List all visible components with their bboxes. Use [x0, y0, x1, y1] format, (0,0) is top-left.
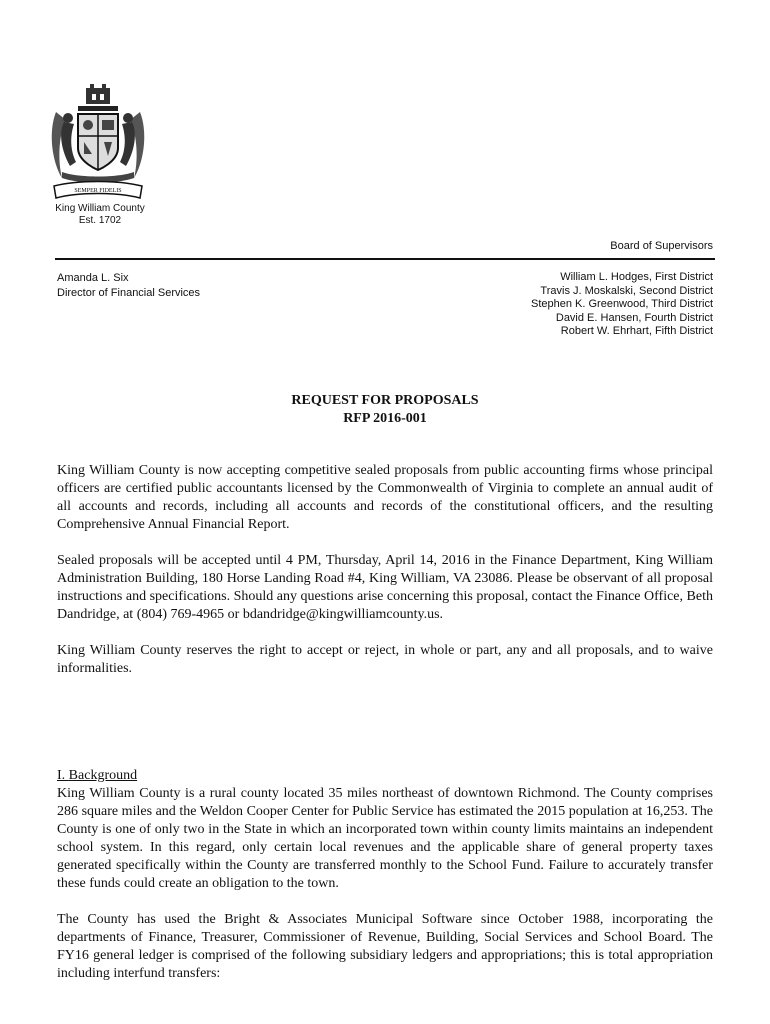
seal-caption	[40, 203, 160, 227]
supervisor-fourth-district: David E. Hansen, Fourth District	[555, 311, 713, 324]
background-heading-number: I.	[57, 768, 69, 783]
background-heading	[57, 767, 713, 785]
county-seal-icon	[48, 82, 148, 204]
intro-paragraph: King William County is now accepting competitive sealed proposals from public accounting firms whose principal officers are certified public accountants licensed by the Commonwealth of Virginia to complete an annual audit of all accounts and records, including all accounts and records of the constitutional officers, and the resulting Comprehensive Annual Financial Report.	[57, 463, 713, 532]
deadline-paragraph: Sealed proposals will be accepted until 4 PM, Thursday, April 14, 2016 in the Finance Department, King William Administration Building, 180 Horse Landing Road #4, King William, VA 23086. Please be observant of all proposal instructions and specifications. Should any questions arise concerning this proposal, contact the Finance Office, Beth Dandridge, at (804) 769-4965 or bdandridge@kingwilliamcounty.us.	[57, 553, 713, 622]
rfp-heading	[0, 392, 770, 428]
seal-caption-county: King William County	[55, 203, 145, 214]
supervisor-fifth-district: Robert W. Ehrhart, Fifth District	[560, 325, 713, 337]
supervisor-first-district: William L. Hodges, First District	[560, 271, 713, 283]
reserves-paragraph: King William County reserves the right to accept or reject, in whole or part, any and all proposals, and to waive informalities.	[57, 643, 713, 676]
supervisor-third-district: Stephen K. Greenwood, Third District	[531, 298, 713, 310]
rfp-number: RFP 2016-001	[343, 411, 427, 426]
header-divider	[55, 258, 715, 260]
supervisors-list	[531, 271, 713, 339]
background-paragraph-1: King William County is a rural county located 35 miles northeast of downtown Richmond. The County comprises 286 square miles and the Weldon Cooper Center for Public Service has estimated the 2015 population at 16,253. The County is one of only two in the State in which an incorporated town within county limits maintains an independent school system. In this regard, only certain local revenues and the applicable share of general property taxes generated specifically within the County are transferred monthly to the School Fund. Failure to accurately transfer these funds could create an obligation to the town.	[57, 786, 713, 891]
director-title: Director of Financial Services	[57, 287, 201, 299]
board-of-supervisors-title: Board of Supervisors	[610, 240, 713, 252]
seal-caption-established: Est. 1702	[78, 215, 122, 226]
background-paragraph-2: The County has used the Bright & Associates Municipal Software since October 1988, incorporating the departments of Finance, Treasurer, Commissioner of Revenue, Building, Social Services and School Board. The FY16 general ledger is comprised of the following subsidiary ledgers and appropriations; this is total appropriation including interfund transfers:	[57, 912, 713, 981]
director-block	[57, 271, 200, 301]
background-heading-label: Background	[68, 768, 138, 783]
director-name: Amanda L. Six	[57, 272, 129, 284]
rfp-title: REQUEST FOR PROPOSALS	[291, 393, 479, 408]
supervisor-second-district: Travis J. Moskalski, Second District	[540, 284, 713, 297]
seal-motto: SEMPER FIDELIS	[74, 188, 122, 194]
